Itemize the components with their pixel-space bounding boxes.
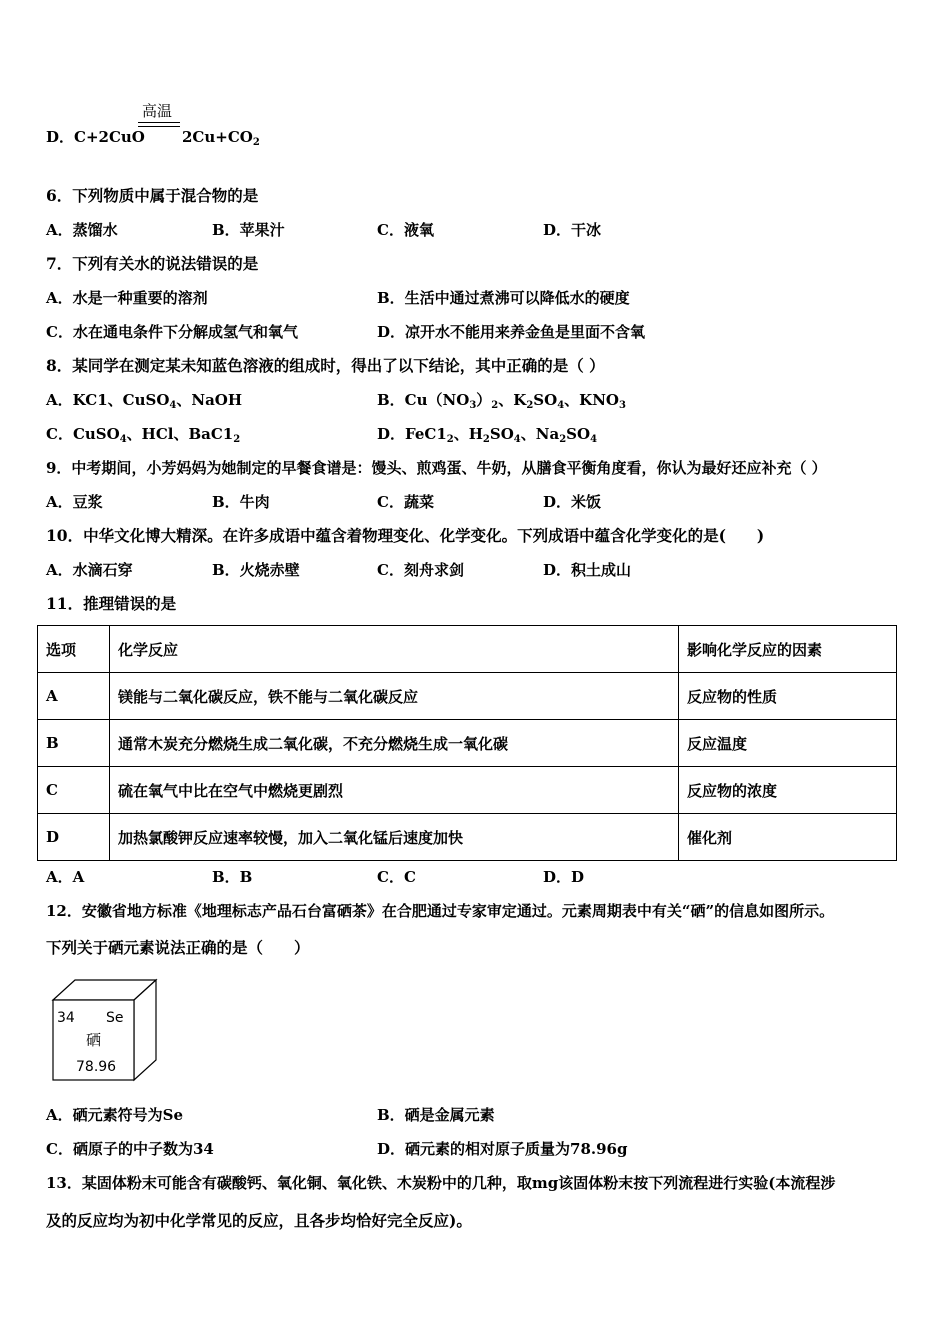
- q8-option-d[interactable]: D．$FeC1_2$、$H_2SO_4$、$Na_2SO_4$: [377, 425, 598, 445]
- element-cell-figure: [48, 978, 160, 1082]
- q8-stem: 8．某同学在测定某未知蓝色溶液的组成时，得出了以下结论，其中正确的是（ ）: [46, 356, 605, 375]
- q5-option-d[interactable]: D．C+2CuO: [46, 128, 145, 146]
- table-header-cell: 影响化学反应的因素: [679, 626, 897, 673]
- q10-option-a[interactable]: A．水滴石穿: [46, 561, 133, 579]
- q5-option-d-product: $2Cu+CO_2$: [182, 128, 260, 148]
- q11-stem: 11．推理错误的是: [46, 594, 177, 613]
- table-row: [38, 720, 897, 767]
- table-header-row: [38, 626, 897, 673]
- q8-option-c[interactable]: C．CuSO$_4$、HCl、$BaC1_2$: [46, 425, 241, 445]
- table-cell: 反应温度: [679, 720, 897, 767]
- table-cell: 通常木炭充分燃烧生成二氧化碳，不充分燃烧生成一氧化碳: [110, 720, 679, 767]
- table-row: [38, 673, 897, 720]
- q7-option-c[interactable]: C．水在通电条件下分解成氢气和氧气: [46, 323, 298, 341]
- table-cell: 催化剂: [679, 814, 897, 861]
- atomic-number: 34: [57, 1010, 75, 1026]
- table-cell: B: [38, 720, 110, 767]
- q12-option-a[interactable]: A．硒元素符号为Se: [46, 1106, 184, 1124]
- table-row: [38, 767, 897, 814]
- q13-stem-line1: 13．某固体粉末可能含有碳酸钙、氧化铜、氧化铁、木炭粉中的几种，取mg该固体粉末按下列流程进行实验(本流程涉: [46, 1174, 836, 1192]
- atomic-mass: 78.96: [76, 1059, 117, 1075]
- q10-option-b[interactable]: B．火烧赤壁: [212, 561, 300, 579]
- q9-option-a[interactable]: A．豆浆: [46, 493, 103, 511]
- q12-stem-line1: 12．安徽省地方标准《地理标志产品石台富硒茶》在合肥通过专家审定通过。元素周期表中有关“硒”的信息如图所示。: [46, 902, 835, 920]
- q12-option-c[interactable]: C．硒原子的中子数为34: [46, 1140, 214, 1158]
- q11-option-d[interactable]: D．D: [543, 868, 585, 886]
- q7-stem: 7．下列有关水的说法错误的是: [46, 254, 259, 273]
- q7-option-a[interactable]: A．水是一种重要的溶剂: [46, 289, 208, 307]
- q9-option-c[interactable]: C．蔬菜: [377, 493, 434, 511]
- reaction-condition: 高温: [142, 102, 173, 120]
- q11-option-c[interactable]: C．C: [377, 868, 416, 886]
- q6-stem: 6．下列物质中属于混合物的是: [46, 186, 259, 205]
- table-header-cell: 化学反应: [110, 626, 679, 673]
- q7-option-b[interactable]: B．生活中通过煮沸可以降低水的硬度: [377, 289, 630, 307]
- q12-stem-line2: 下列关于硒元素说法正确的是（ ）: [46, 938, 310, 957]
- table-cell: 反应物的性质: [679, 673, 897, 720]
- table-row: [38, 814, 897, 861]
- q10-option-c[interactable]: C．刻舟求剑: [377, 561, 464, 579]
- q10-stem: 10．中华文化博大精深。在许多成语中蕴含着物理变化、化学变化。下列成语中蕴含化学变化的是( ): [46, 526, 765, 545]
- q8-option-b[interactable]: B．$Cu(NO_3)_2$、$K_2SO_4$、$KNO_3$: [377, 391, 626, 411]
- table-cell: 镁能与二氧化碳反应，铁不能与二氧化碳反应: [110, 673, 679, 720]
- q9-stem: 9．中考期间，小芳妈妈为她制定的早餐食谱是：馒头、煎鸡蛋、牛奶，从膳食平衡角度看，你认为最好还应补充（ ）: [46, 459, 827, 477]
- table-cell: D: [38, 814, 110, 861]
- table-cell: 反应物的浓度: [679, 767, 897, 814]
- table-header-cell: 选项: [38, 626, 110, 673]
- q12-option-b[interactable]: B．硒是金属元素: [377, 1106, 495, 1124]
- q11-option-b[interactable]: B．B: [212, 868, 253, 886]
- q6-option-a[interactable]: A．蒸馏水: [46, 221, 118, 239]
- q10-option-d[interactable]: D．积土成山: [543, 561, 632, 579]
- q9-option-d[interactable]: D．米饭: [543, 493, 602, 511]
- q6-option-b[interactable]: B．苹果汁: [212, 221, 285, 239]
- q7-option-d[interactable]: D．凉开水不能用来养金鱼是里面不含氧: [377, 323, 646, 341]
- table-cell: 加热氯酸钾反应速率较慢，加入二氧化锰后速度加快: [110, 814, 679, 861]
- q6-option-d[interactable]: D．干冰: [543, 221, 602, 239]
- table-cell: A: [38, 673, 110, 720]
- q13-stem-line2: 及的反应均为初中化学常见的反应，且各步均恰好完全反应)。: [46, 1211, 472, 1230]
- q9-option-b[interactable]: B．牛肉: [212, 493, 270, 511]
- q11-option-a[interactable]: A．A: [46, 868, 85, 886]
- element-symbol: Se: [106, 1010, 124, 1026]
- q11-table: [37, 625, 897, 861]
- q6-option-c[interactable]: C．液氧: [377, 221, 434, 239]
- table-cell: C: [38, 767, 110, 814]
- q8-option-a[interactable]: A．KC1、CuSO$_4$、NaOH: [46, 391, 243, 411]
- q12-option-d[interactable]: D．硒元素的相对原子质量为78.96g: [377, 1140, 628, 1158]
- element-name: 硒: [86, 1031, 102, 1049]
- table-cell: 硫在氧气中比在空气中燃烧更剧烈: [110, 767, 679, 814]
